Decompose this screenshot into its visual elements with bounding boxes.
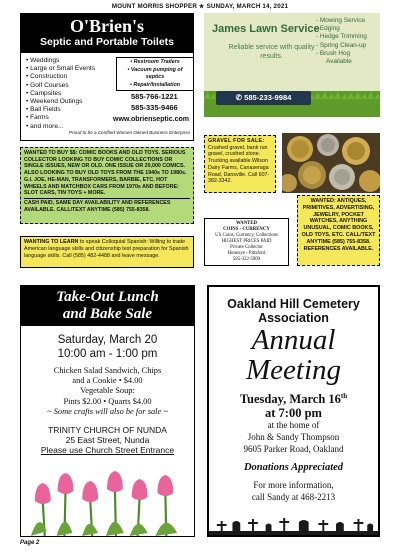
coins-ad-line: WANTED <box>235 221 258 226</box>
oakland-cemetery-ad <box>207 285 380 537</box>
coins-ad-line: Honeoye - Pittsford <box>227 251 266 256</box>
list-item: • Ball Fields <box>26 106 95 114</box>
lunch-title-2: and Bake Sale <box>62 306 153 322</box>
location-address: 9605 Parker Road, Oakland <box>243 444 344 454</box>
coins-ad-line: COINS - CURRENCY <box>223 227 270 232</box>
page-number: Page 2 <box>20 540 40 546</box>
comic-ad-contact: CASH PAID, SAME DAY AVAILABILITY AND REFERENCES AVAILABLE. CALL/TEXT ANYTIME (585) 755-8358. <box>24 199 171 213</box>
annual-line-1: Annual <box>251 324 336 356</box>
james-phone: 585-233-9984 <box>244 93 292 102</box>
list-item: - Hedge Trimming <box>316 33 367 41</box>
comic-ad-body: WANTED TO BUY $$: COMIC BOOKS AND OLD TOYS. SERIOUS COLLECTOR LOOKING TO BUY COMIC COLLECTIONS OR SINGLE ISSUES, NEW OR OLD. ONE ISSUE OR 20,000 COMICS. ALSO LOOKING TO BUY OLD TOYS FROM THE 1940s TO 1980s. G.I. JOE, HE-MAN, TRANSFORMERS, BARBIE, ETC. HOT WHEELS AND MATCHBOX CARS FROM 1970s AND BEFORE: SLOT CARS, TIN TOYS + MORE. <box>24 150 187 197</box>
take-out-lunch-ad <box>20 285 195 537</box>
gravel-for-sale-ad <box>204 135 276 193</box>
meeting-location <box>209 419 378 455</box>
list-item: • Weekend Outings <box>26 98 95 106</box>
list-item: • Weddings <box>26 57 95 65</box>
spanish-body: to speak Colloquial Spanish: Willing to trade American language skills and citizenship test preparation for Spanish language skills. Call (585) 482-4488 and leave message. <box>24 239 189 259</box>
antiques-body: WANTED: ANTIQUES, PRIMITIVES, ADVERTISING, JEWELRY, POCKET WATCHES, ANYTHING UNUSUAL, COMIC BOOKS, OLD TOYS, ETC. CALL/TEXT ANYTIME (585) 755-8358. REFERENCES AVAILABLE. <box>301 198 376 252</box>
obriens-septic-ad <box>20 13 194 141</box>
list-item: Available <box>326 58 352 66</box>
obriens-services-list <box>26 57 95 131</box>
menu-line: ~ Some crafts will also be for sale ~ <box>47 406 168 416</box>
cemetery-graphic <box>209 513 378 535</box>
meeting-time: at 7:00 pm <box>265 406 322 421</box>
wanted-antiques-ad <box>297 195 380 266</box>
annual-meeting-heading <box>209 325 378 385</box>
lunch-menu <box>21 366 194 417</box>
lunch-header <box>21 286 194 326</box>
james-lawn-service-ad <box>204 13 380 117</box>
tulips-graphic <box>21 471 194 536</box>
annual-line-2: Meeting <box>245 354 341 386</box>
obriens-name: O'Brien's <box>69 16 144 36</box>
james-phone-banner <box>216 91 311 105</box>
box-item: • Repair/Installation <box>129 81 181 88</box>
obriens-phone-2: 585-335-9466 <box>131 103 178 112</box>
list-item: • Campsites <box>26 90 95 98</box>
list-item: • Construction <box>26 73 95 81</box>
obriens-certification: Proud to be a Certified Women Owned Business Enterprise <box>69 130 191 135</box>
coins-ad-line: 585-322-5909 <box>232 257 261 262</box>
oakland-title <box>209 297 378 325</box>
james-tagline: Reliable service with quality results. <box>228 44 315 60</box>
obriens-phone-1: 585-766-1221 <box>131 92 178 101</box>
list-item: - Mowing Service <box>316 17 366 24</box>
menu-line: Vegetable Soup: <box>80 386 135 396</box>
obriens-extra-services-box <box>116 57 194 91</box>
church-address: 25 East Street, Nunda <box>65 435 150 446</box>
list-item: - Brush Hog <box>316 49 351 57</box>
list-item: • Farms <box>26 114 95 122</box>
lunch-date: Saturday, March 20 <box>57 334 158 346</box>
meeting-contact-info <box>209 479 378 503</box>
church-entrance: Please use Church Street Entrance <box>40 445 175 456</box>
box-item: • Restroom Trailers <box>130 59 180 65</box>
list-item: • Large or Small Events <box>26 65 95 73</box>
location-host: John & Sandy Thompson <box>247 432 340 442</box>
obriens-header <box>21 14 193 53</box>
meeting-date-suffix: th <box>340 392 348 400</box>
coins-ad-line: Private Collector <box>230 245 263 250</box>
oakland-title-2: Association <box>258 311 329 325</box>
list-item: • and more... <box>26 123 95 131</box>
spanish-lead: WANTING TO LEARN <box>24 239 79 245</box>
meeting-date-time <box>209 389 378 420</box>
meeting-date: Tuesday, March 16 <box>239 392 341 407</box>
lunch-title-1: Take-Out Lunch <box>56 289 159 305</box>
phone-handset-icon: ✆ <box>235 93 245 102</box>
obriens-website[interactable]: www.obrienseptic.com <box>113 116 189 123</box>
location-line: at the home of <box>267 420 320 430</box>
list-item: - Edging <box>316 25 340 33</box>
list-item: • Golf Courses <box>26 82 95 90</box>
menu-line: Chicken Salad Sandwich, Chips <box>53 366 162 375</box>
gravel-title: GRAVEL FOR SALE: <box>208 138 265 144</box>
list-item: - Spring Clean-up <box>316 41 367 49</box>
menu-line: Pints $2.00 • Quarts $4.00 <box>63 396 152 406</box>
spanish-language-ad <box>20 236 194 268</box>
coins-photo <box>282 133 380 193</box>
oakland-title-1: Oakland Hill Cemetery <box>227 297 360 311</box>
info-line: call Sandy at 468-2213 <box>251 492 336 502</box>
church-name: TRINITY CHURCH OF NUNDA <box>48 425 167 435</box>
donations-text: Donations Appreciated <box>243 462 344 473</box>
comic-books-wanted-ad <box>20 147 194 224</box>
box-item: • Vacuum pumping of septics <box>127 66 183 81</box>
james-title: James Lawn Service <box>212 23 320 35</box>
lunch-date-time <box>21 333 194 361</box>
lunch-time: 10:00 am - 1:00 pm <box>57 348 158 360</box>
james-services-list <box>316 17 378 66</box>
coins-ad-line: US Coins, Currency, Collections <box>215 233 278 238</box>
wanted-coins-ad <box>204 218 289 266</box>
menu-line: and a Cookie • $4.00 <box>72 376 143 386</box>
gravel-body: Crushed gravel, bank run gravel, crushed stone. Trucking available.Wilson Dairy Farms, Canaseraga Road, Dansville. Call 607-382-3342. <box>208 144 270 185</box>
masthead: MOUNT MORRIS SHOPPER ★ SUNDAY, MARCH 14, 2021 <box>111 3 289 10</box>
obriens-subtitle: Septic and Portable Toilets <box>40 36 174 48</box>
info-line: For more information, <box>253 480 334 490</box>
divider <box>24 198 190 199</box>
lunch-church-info <box>21 425 194 456</box>
coins-ad-line: HIGHEST PRICES PAID <box>221 239 272 244</box>
